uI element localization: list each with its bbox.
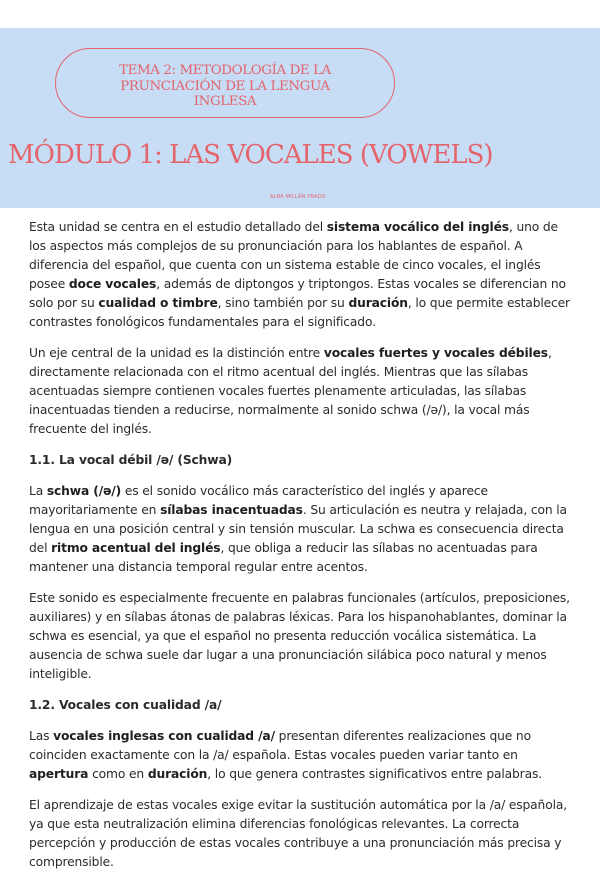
paragraph-vowels-a: Las vocales inglesas con cualidad /a/ presentan diferentes realizaciones que no coinciden exactamente con la /a/ española. Estas vocales pueden variar tanto en apertura como en duración, lo que genera contrastes significativos entre palabras. xyxy=(29,729,542,781)
topic-line-1: TEMA 2: METODOLOGÍA DE LA xyxy=(119,63,331,78)
section-heading-vowels-a: 1.2. Vocales con cualidad /a/ xyxy=(29,698,222,712)
paragraph-schwa: La schwa (/ə/) es el sonido vocálico más característico del inglés y aparece mayoritariamente en sílabas inacentuadas. Su articulación es neutra y relajada, con la lengua en una posición central y sin tensión muscular. La schwa es consecuencia directa del ritmo acentual del inglés, que obliga a reducir las sílabas no acentuadas para mantener una distancia temporal regular entre acentos. xyxy=(29,484,567,574)
author-name: ALBA MILLÁN PRADO xyxy=(270,194,326,200)
topic-pill xyxy=(55,48,395,118)
topic-line-2: PRUNCIACIÓN DE LA LENGUA xyxy=(120,78,330,94)
section-heading-schwa: 1.1. La vocal débil /ə/ (Schwa) xyxy=(29,453,233,467)
document-body xyxy=(29,218,574,884)
paragraph-strong-weak: Un eje central de la unidad es la distinción entre vocales fuertes y vocales débiles, directamente relacionada con el ritmo acentual del inglés. Mientras que las sílabas acentuadas siempre contienen vocales fuertes plenamente articuladas, las sílabas inacentuadas tienden a reducirse, normalmente al sonido schwa (/ə/), la vocal más frecuente del inglés. xyxy=(29,346,552,436)
module-title: MÓDULO 1: LAS VOCALES (VOWELS) xyxy=(8,140,493,170)
topic-title xyxy=(56,63,394,110)
topic-line-3: INGLESA xyxy=(193,94,257,109)
paragraph-vowels-a-learning: El aprendizaje de estas vocales exige evitar la sustitución automática por la /a/ española, ya que esta neutralización elimina diferencias fonológicas relevantes. La correcta percepción y producción de estas vocales contribuye a una pronunciación más precisa y comprensible. xyxy=(29,798,567,869)
paragraph-intro: Esta unidad se centra en el estudio detallado del sistema vocálico del inglés, uno de los aspectos más complejos de su pronunciación para los hablantes de español. A diferencia del español, que cuenta con un sistema estable de cinco vocales, el inglés posee doce vocales, además de diptongos y triptongos. Estas vocales se diferencian no solo por su cualidad o timbre, sino también por su duración, lo que permite establecer contrastes fonológicos fundamentales para el significado. xyxy=(29,220,570,329)
paragraph-schwa-frequency: Este sonido es especialmente frecuente en palabras funcionales (artículos, preposiciones, auxiliares) y en sílabas átonas de palabras léxicas. Para los hispanohablantes, dominar la schwa es esencial, ya que el español no presenta reducción vocálica sistemática. La ausencia de schwa suele dar lugar a una pronunciación silábica poco natural y menos inteligible. xyxy=(29,591,570,681)
